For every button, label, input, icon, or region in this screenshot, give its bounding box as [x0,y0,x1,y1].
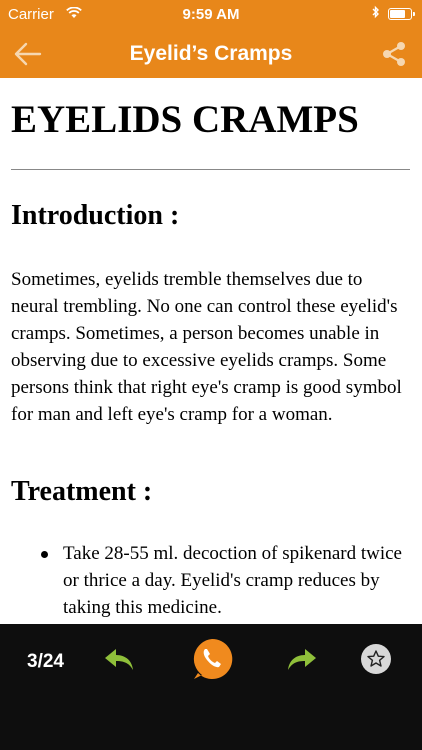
battery-icon [388,8,412,20]
introduction-title: Introduction : [11,200,180,231]
call-button-icon[interactable] [190,637,234,681]
bottom-toolbar [0,624,422,750]
article-heading: EYELIDS CRAMPS [11,98,359,141]
heading-divider [11,169,410,170]
favorite-star-icon[interactable] [361,644,391,674]
next-page-icon[interactable] [286,646,318,674]
treatment-title: Treatment : [11,476,153,507]
treatment-list [0,540,422,621]
battery-level [390,10,405,18]
bluetooth-icon [372,5,380,22]
previous-page-icon[interactable] [103,646,135,674]
list-item [0,540,422,621]
page-indicator: 3/24 [27,651,64,672]
page-title: Eyelid’s Cramps [129,42,293,65]
status-time: 9:59 AM [182,6,240,23]
introduction-text: Sometimes, eyelids tremble themselves due to neural trembling. No one can control these eyelid's cramps. Sometimes, a person becomes unable in observing due to excessive eyelids cramps. Some persons think that right eye's cramp is good symbol for man and left eye's cramp for a woman. [11,269,402,425]
carrier-label: Carrier [8,6,54,23]
article-content[interactable] [0,78,422,624]
bullet-icon [41,551,48,558]
share-icon[interactable] [380,40,408,68]
status-bar [0,0,422,30]
treatment-item-text: Take 28-55 ml. decoction of spikenard twice or thrice a day. Eyelid's cramp reduces by taking this medicine. [63,543,402,618]
nav-bar [0,30,422,78]
